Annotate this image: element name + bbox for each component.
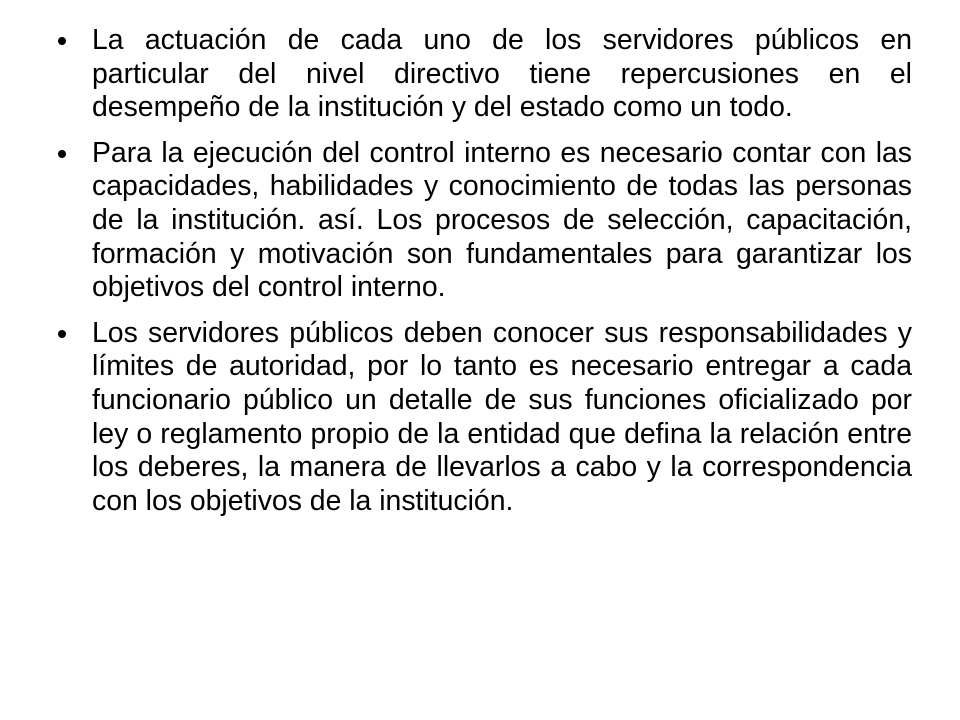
bullet-text: Los servidores públicos deben conocer sus responsabilidades y límites de autoridad, por lo tanto es necesario entregar a cada funcionario público un detalle de sus funciones oficializado por ley o reglamento propio de la entidad que defina la relación entre los deberes, la manera de llevarlos a cabo y la correspondencia con los objetivos de la institución.: [92, 316, 912, 517]
bullet-text: La actuación de cada uno de los servidores públicos en particular del nivel directivo tiene repercusiones en el desempeño de la institución y del estado como un todo.: [92, 24, 912, 124]
bullet-text: Para la ejecución del control interno es necesario contar con las capacidades, habilidades y conocimiento de todas las personas de la institución. así. Los procesos de selección, capacitación, formación y motivación son fundamentales para garantizar los objetivos del control interno.: [92, 136, 912, 304]
bullet-list: [50, 24, 912, 530]
bullet-item: [50, 317, 912, 519]
bullet-dot-icon: [58, 150, 66, 158]
bullet-dot-icon: [58, 330, 66, 338]
bullet-dot-icon: [58, 37, 66, 45]
bullet-item: [50, 137, 912, 305]
bullet-item: [50, 24, 912, 125]
